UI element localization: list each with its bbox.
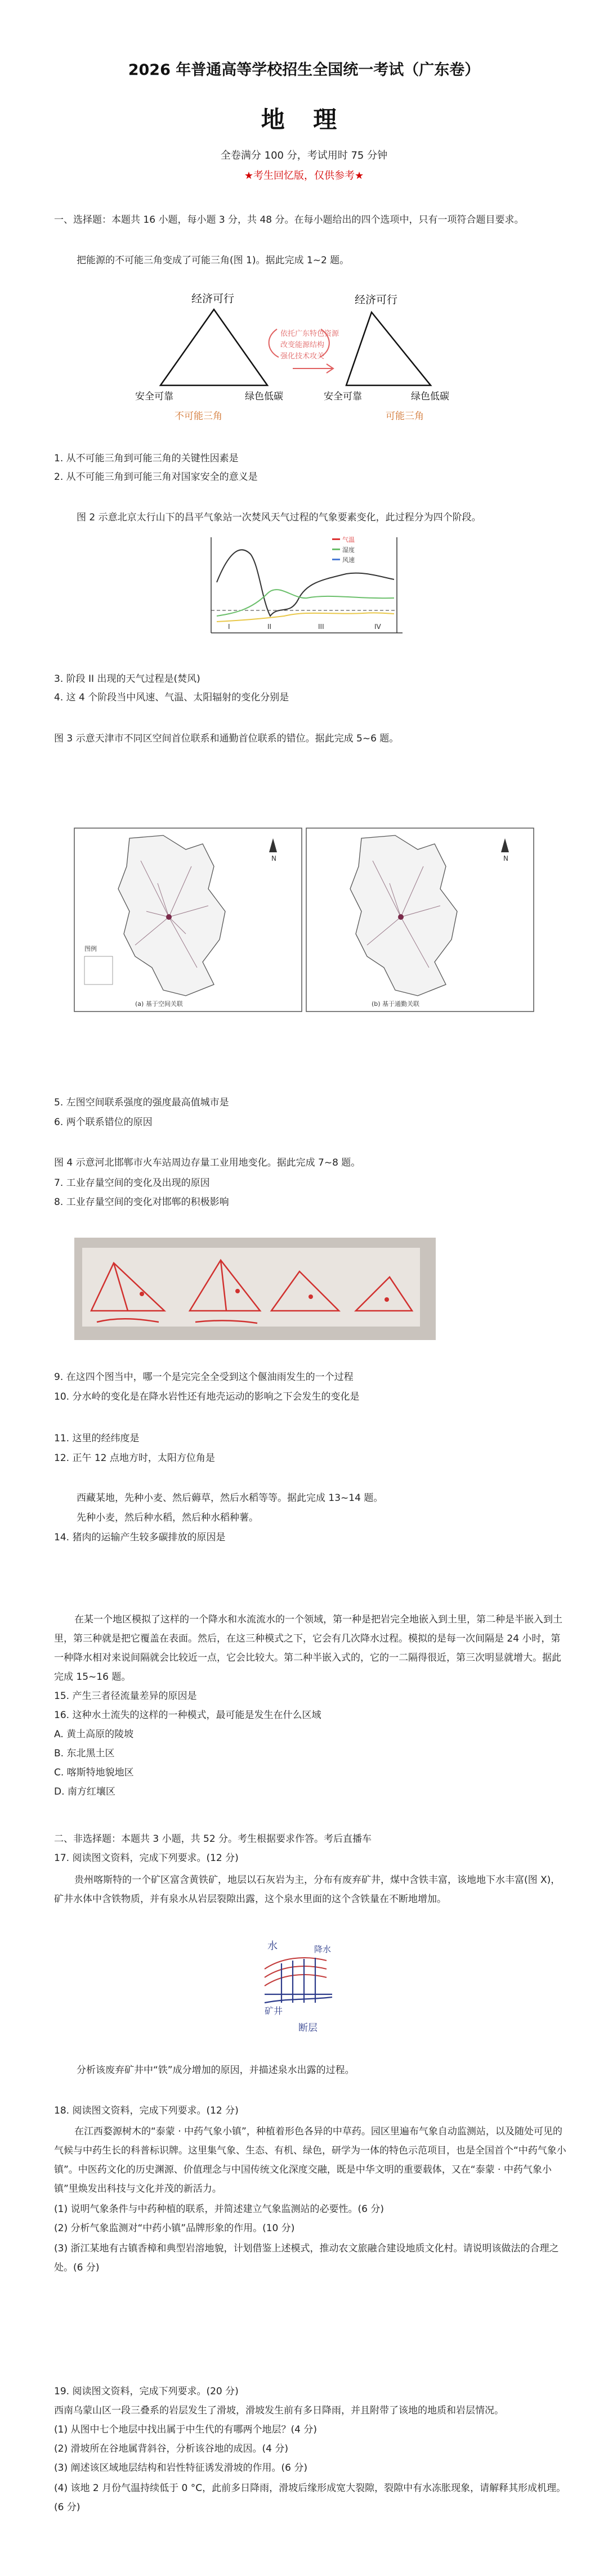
exam-title: 2026 年普通高等学校招生全国统一考试（广东卷）: [128, 61, 480, 79]
question-19-1: (1) 从图中七个地层中找出属于中生代的有哪两个地层？(4 分): [54, 2424, 317, 2435]
fig3-left-caption: (a) 基于空间关联: [135, 1000, 183, 1008]
question-19-4: (4) 该地 2 月份气温持续低于 0 °C，此前多日降雨，滑坡后缘形成宽大裂隙，裂隙中有水冻胀现象，请解释其形成机理。(6 分): [54, 2483, 566, 2513]
fig2-legend-temperature: 气温: [342, 536, 355, 543]
question-19-2: (2) 滑坡所在谷地属背斜谷，分析该谷地的成因。(4 分): [54, 2443, 288, 2454]
figure-1: [129, 284, 467, 430]
figure-4-sketches: [74, 1238, 436, 1340]
question-8: 8. 工业存量空间的变化对邯郸的积极影响: [54, 1197, 229, 1208]
fig1-note-3: 强化技术攻关: [280, 352, 325, 361]
passage-17: 贵州喀斯特的一个矿区富含黄铁矿，地层以石灰岩为主，分布有废弃矿井，煤中含铁丰富，该地地下水丰富(图 X)，矿井水体中含铁物质，并有泉水从岩层裂隙出露，这个泉水里面的这个含铁量在不断地增加。: [54, 1874, 561, 1905]
task-17: 分析该废弃矿井中“铁”成分增加的原因，并描述泉水出露的过程。: [77, 2065, 355, 2076]
fig3-north-right: N: [503, 855, 508, 862]
question-15: 15. 产生三者径流量差异的原因是: [54, 1691, 197, 1702]
question-10: 10. 分水岭的变化是在降水岩性还有地壳运动的影响之下会发生的变化是: [54, 1391, 360, 1402]
passage-4: 图 4 示意河北邯郸市火车站周边存量工业用地变化。据此完成 7~8 题。: [54, 1157, 361, 1168]
fig2-legend-wind: 风速: [342, 556, 355, 564]
figure-2: [194, 532, 414, 647]
question-18: 18. 阅读图文资料，完成下列要求。(12 分): [54, 2105, 239, 2116]
recall-notice: ★考生回忆版，仅供参考★: [244, 170, 364, 182]
passage-1: 把能源的不可能三角变成了可能三角(图 1)。据此完成 1~2 题。: [77, 255, 350, 266]
passage-6: 在某一个地区模拟了这样的一个降水和水流流水的一个领域，第一种是把岩完全地嵌入到土里，第二种是半嵌入到土里，第三种就是把它覆盖在表面。然后，在这三种模式之下，它会有几次降水过程。模拟的是每一次间隔是 24 小时，第一种降水相对来说间隔就会比较近一点，它会比较大。第二种半嵌入式的，它的一二隔得很近，第三次明显就增大。据此完成 15~16 题。: [54, 1614, 562, 1683]
question-18-2: (2) 分析气象监测对“中药小镇”品牌形象的作用。(10 分): [54, 2223, 295, 2234]
option-d: D. 南方红壤区: [54, 1786, 115, 1797]
figure-3-maps: [73, 827, 535, 1013]
question-19: 19. 阅读图文资料，完成下列要求。(20 分): [54, 2386, 239, 2397]
passage-5: 西藏某地，先种小麦、然后薅草，然后水稻等等。据此完成 13~14 题。: [77, 1492, 383, 1504]
question-17: 17. 阅读图文资料，完成下列要求。(12 分): [54, 1853, 239, 1864]
question-6: 6. 两个联系错位的原因: [54, 1117, 153, 1128]
question-1: 1. 从不可能三角到可能三角的关键性因素是: [54, 453, 239, 464]
question-11: 11. 这里的经纬度是: [54, 1433, 140, 1444]
figure-3: [73, 827, 535, 1013]
question-3: 3. 阶段 II 出现的天气过程是(焚风): [54, 673, 200, 685]
exam-info: 全卷满分 100 分，考试用时 75 分钟: [220, 150, 388, 161]
fig2-stage-1: I: [228, 623, 230, 631]
question-5: 5. 左图空间联系强度的强度最高值城市是: [54, 1097, 229, 1108]
option-b: B. 东北黑土区: [54, 1748, 115, 1759]
fig1-right-br-label: 绿色低碳: [411, 391, 449, 402]
fig2-stage-3: III: [318, 623, 324, 631]
figure-17: [248, 1935, 349, 2042]
figure-2-chart: [194, 532, 414, 647]
fig1-left-top-label: 经济可行: [191, 293, 235, 305]
question-4: 4. 这 4 个阶段当中风速、气温、太阳辐射的变化分别是: [54, 692, 289, 703]
passage-3: 图 3 示意天津市不同区空间首位联系和通勤首位联系的错位。据此完成 5~6 题。: [54, 733, 399, 744]
question-18-3: (3) 浙江某地有古镇香樟和典型岩溶地貌，计划借鉴上述模式，推动农文旅融合建设地质文化村。请说明该做法的合理之处。(6 分): [54, 2243, 559, 2273]
question-16: 16. 这种水土流失的这样的一种模式，最可能是发生在什么区域: [54, 1710, 321, 1721]
passage-2: 图 2 示意北京太行山下的昌平气象站一次焚风天气过程的气象要素变化，此过程分为四个阶段。: [77, 512, 481, 523]
section2-intro: 二、非选择题：本题共 3 小题，共 52 分。考生根据要求作答。考后直播车: [54, 1833, 372, 1845]
fig1-right-bottom-label: 可能三角: [386, 411, 424, 422]
fig1-left-bottom-label: 不可能三角: [175, 411, 222, 422]
fig17-label-rain: 降水: [314, 1944, 332, 1954]
fig1-left-bl-label: 安全可靠: [135, 391, 173, 402]
question-12: 12. 正午 12 点地方时，太阳方位角是: [54, 1453, 215, 1464]
figure-4-photo: [74, 1238, 436, 1340]
figure-17-sketch: [248, 1935, 349, 2042]
fig17-label-fault: 断层: [298, 2022, 318, 2034]
fig3-north-left: N: [271, 855, 276, 862]
fig3-legend-title: 图例: [84, 945, 97, 952]
section1-intro: 一、选择题：本题共 16 小题，每小题 3 分，共 48 分。在每小题给出的四个选项中，只有一项符合题目要求。: [54, 214, 524, 226]
fig3-right-caption: (b) 基于通勤关联: [372, 1000, 420, 1008]
passage-18: 在江西婺源树木的“泰蒙 · 中药气象小镇”，种植着形色各异的中草药。园区里遍布气象自动监测站，以及随处可见的气候与中药生长的科普标识牌。这里集气象、生态、有机、绿色，研学为一体的特色示范项目，也是全国首个“中药气象小镇”。中医药文化的历史渊源、价值理念与中国传统文化深度交融，既是中华文明的重要载体，又在“泰蒙 · 中药气象小镇”里焕发出科技与文化并茂的新活力。: [54, 2126, 566, 2195]
fig1-right-top-label: 经济可行: [355, 294, 398, 306]
fig1-right-bl-label: 安全可靠: [324, 391, 362, 402]
option-c: C. 喀斯特地貌地区: [54, 1767, 134, 1778]
question-9: 9. 在这四个图当中，哪一个是完完全全受到这个偃油雨发生的一个过程: [54, 1372, 354, 1383]
figure-1-drawing: [129, 284, 467, 430]
fig2-stage-4: IV: [374, 623, 381, 631]
question-14: 14. 猪肉的运输产生较多碳排放的原因是: [54, 1532, 226, 1543]
question-7: 7. 工业存量空间的变化及出现的原因: [54, 1177, 210, 1189]
fig2-legend-humidity: 湿度: [342, 546, 355, 554]
question-19-3: (3) 阐述该区域地层结构和岩性特征诱发滑坡的作用。(6 分): [54, 2462, 307, 2474]
fig17-label-water: 水: [267, 1940, 278, 1952]
question-18-1: (1) 说明气象条件与中药种植的联系，并简述建立气象监测站的必要性。(6 分): [54, 2204, 384, 2215]
fig1-left-br-label: 绿色低碳: [245, 391, 283, 402]
fig1-note-2: 改变能源结构: [280, 341, 325, 349]
option-a: A. 黄土高原的陵坡: [54, 1729, 134, 1740]
fig17-label-mine: 矿井: [265, 2006, 283, 2016]
subject-title: 地 理: [261, 106, 347, 133]
fig1-note-1: 依托广东特色资源: [280, 330, 339, 338]
passage-19: 西南乌蒙山区一段三叠系的岩层发生了滑坡，滑坡发生前有多日降雨，并且附带了该地的地质和岩层情况。: [54, 2405, 504, 2416]
fig2-stage-2: II: [267, 623, 272, 631]
question-2: 2. 从不可能三角到可能三角对国家安全的意义是: [54, 471, 258, 483]
passage-5b: 先种小麦，然后种水稻，然后种水稻种薯。: [77, 1512, 258, 1523]
